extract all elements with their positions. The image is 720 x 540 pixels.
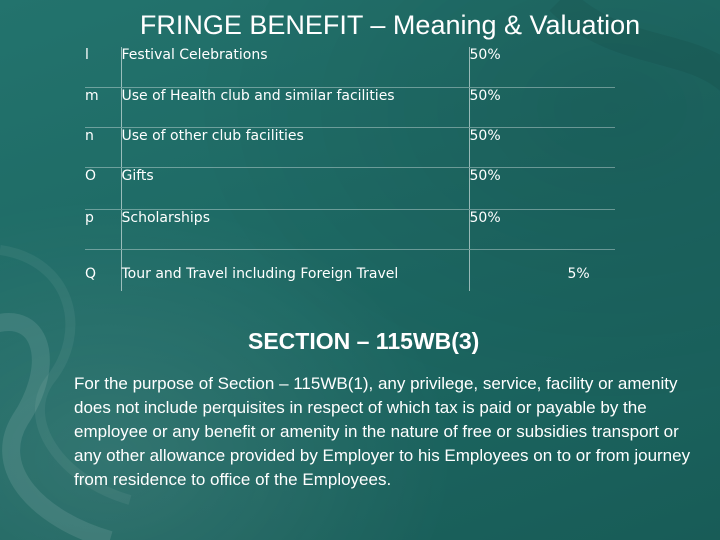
table-row (85, 249, 615, 291)
table-row (85, 87, 615, 127)
table-row (85, 47, 615, 87)
section-heading: SECTION – 115WB(3) (248, 328, 480, 354)
row-letter: p (85, 209, 121, 249)
table-row (85, 209, 615, 249)
row-rate: 50% (469, 87, 615, 127)
row-rate: 50% (469, 127, 615, 167)
row-description: Gifts (121, 167, 469, 209)
row-letter: n (85, 127, 121, 167)
row-rate: 50% (469, 47, 615, 87)
row-description: Use of other club facilities (121, 127, 469, 167)
row-description: Tour and Travel including Foreign Travel (121, 249, 469, 291)
row-letter: m (85, 87, 121, 127)
row-description: Use of Health club and similar facilities (121, 87, 469, 127)
row-description: Festival Celebrations (121, 47, 469, 87)
table-row (85, 127, 615, 167)
fringe-benefit-table (85, 47, 615, 291)
row-letter: l (85, 47, 121, 87)
row-rate: 50% (469, 167, 615, 209)
row-rate: 50% (469, 209, 615, 249)
row-description: Scholarships (121, 209, 469, 249)
table-row (85, 167, 615, 209)
row-letter: O (85, 167, 121, 209)
row-rate: 5% (469, 249, 615, 291)
row-letter: Q (85, 265, 97, 282)
slide-title: FRINGE BENEFIT – Meaning & Valuation (139, 10, 641, 40)
section-paragraph: For the purpose of Section – 115WB(1), any privilege, service, facility or amenity does not include perquisites in respect of which tax is paid or payable by the employee or any benefit or amenity in the nature of free or subsidies transport or any other allowance provided by Employer to his Employees on to or from journey from residence to office of the Employees. (74, 374, 691, 489)
